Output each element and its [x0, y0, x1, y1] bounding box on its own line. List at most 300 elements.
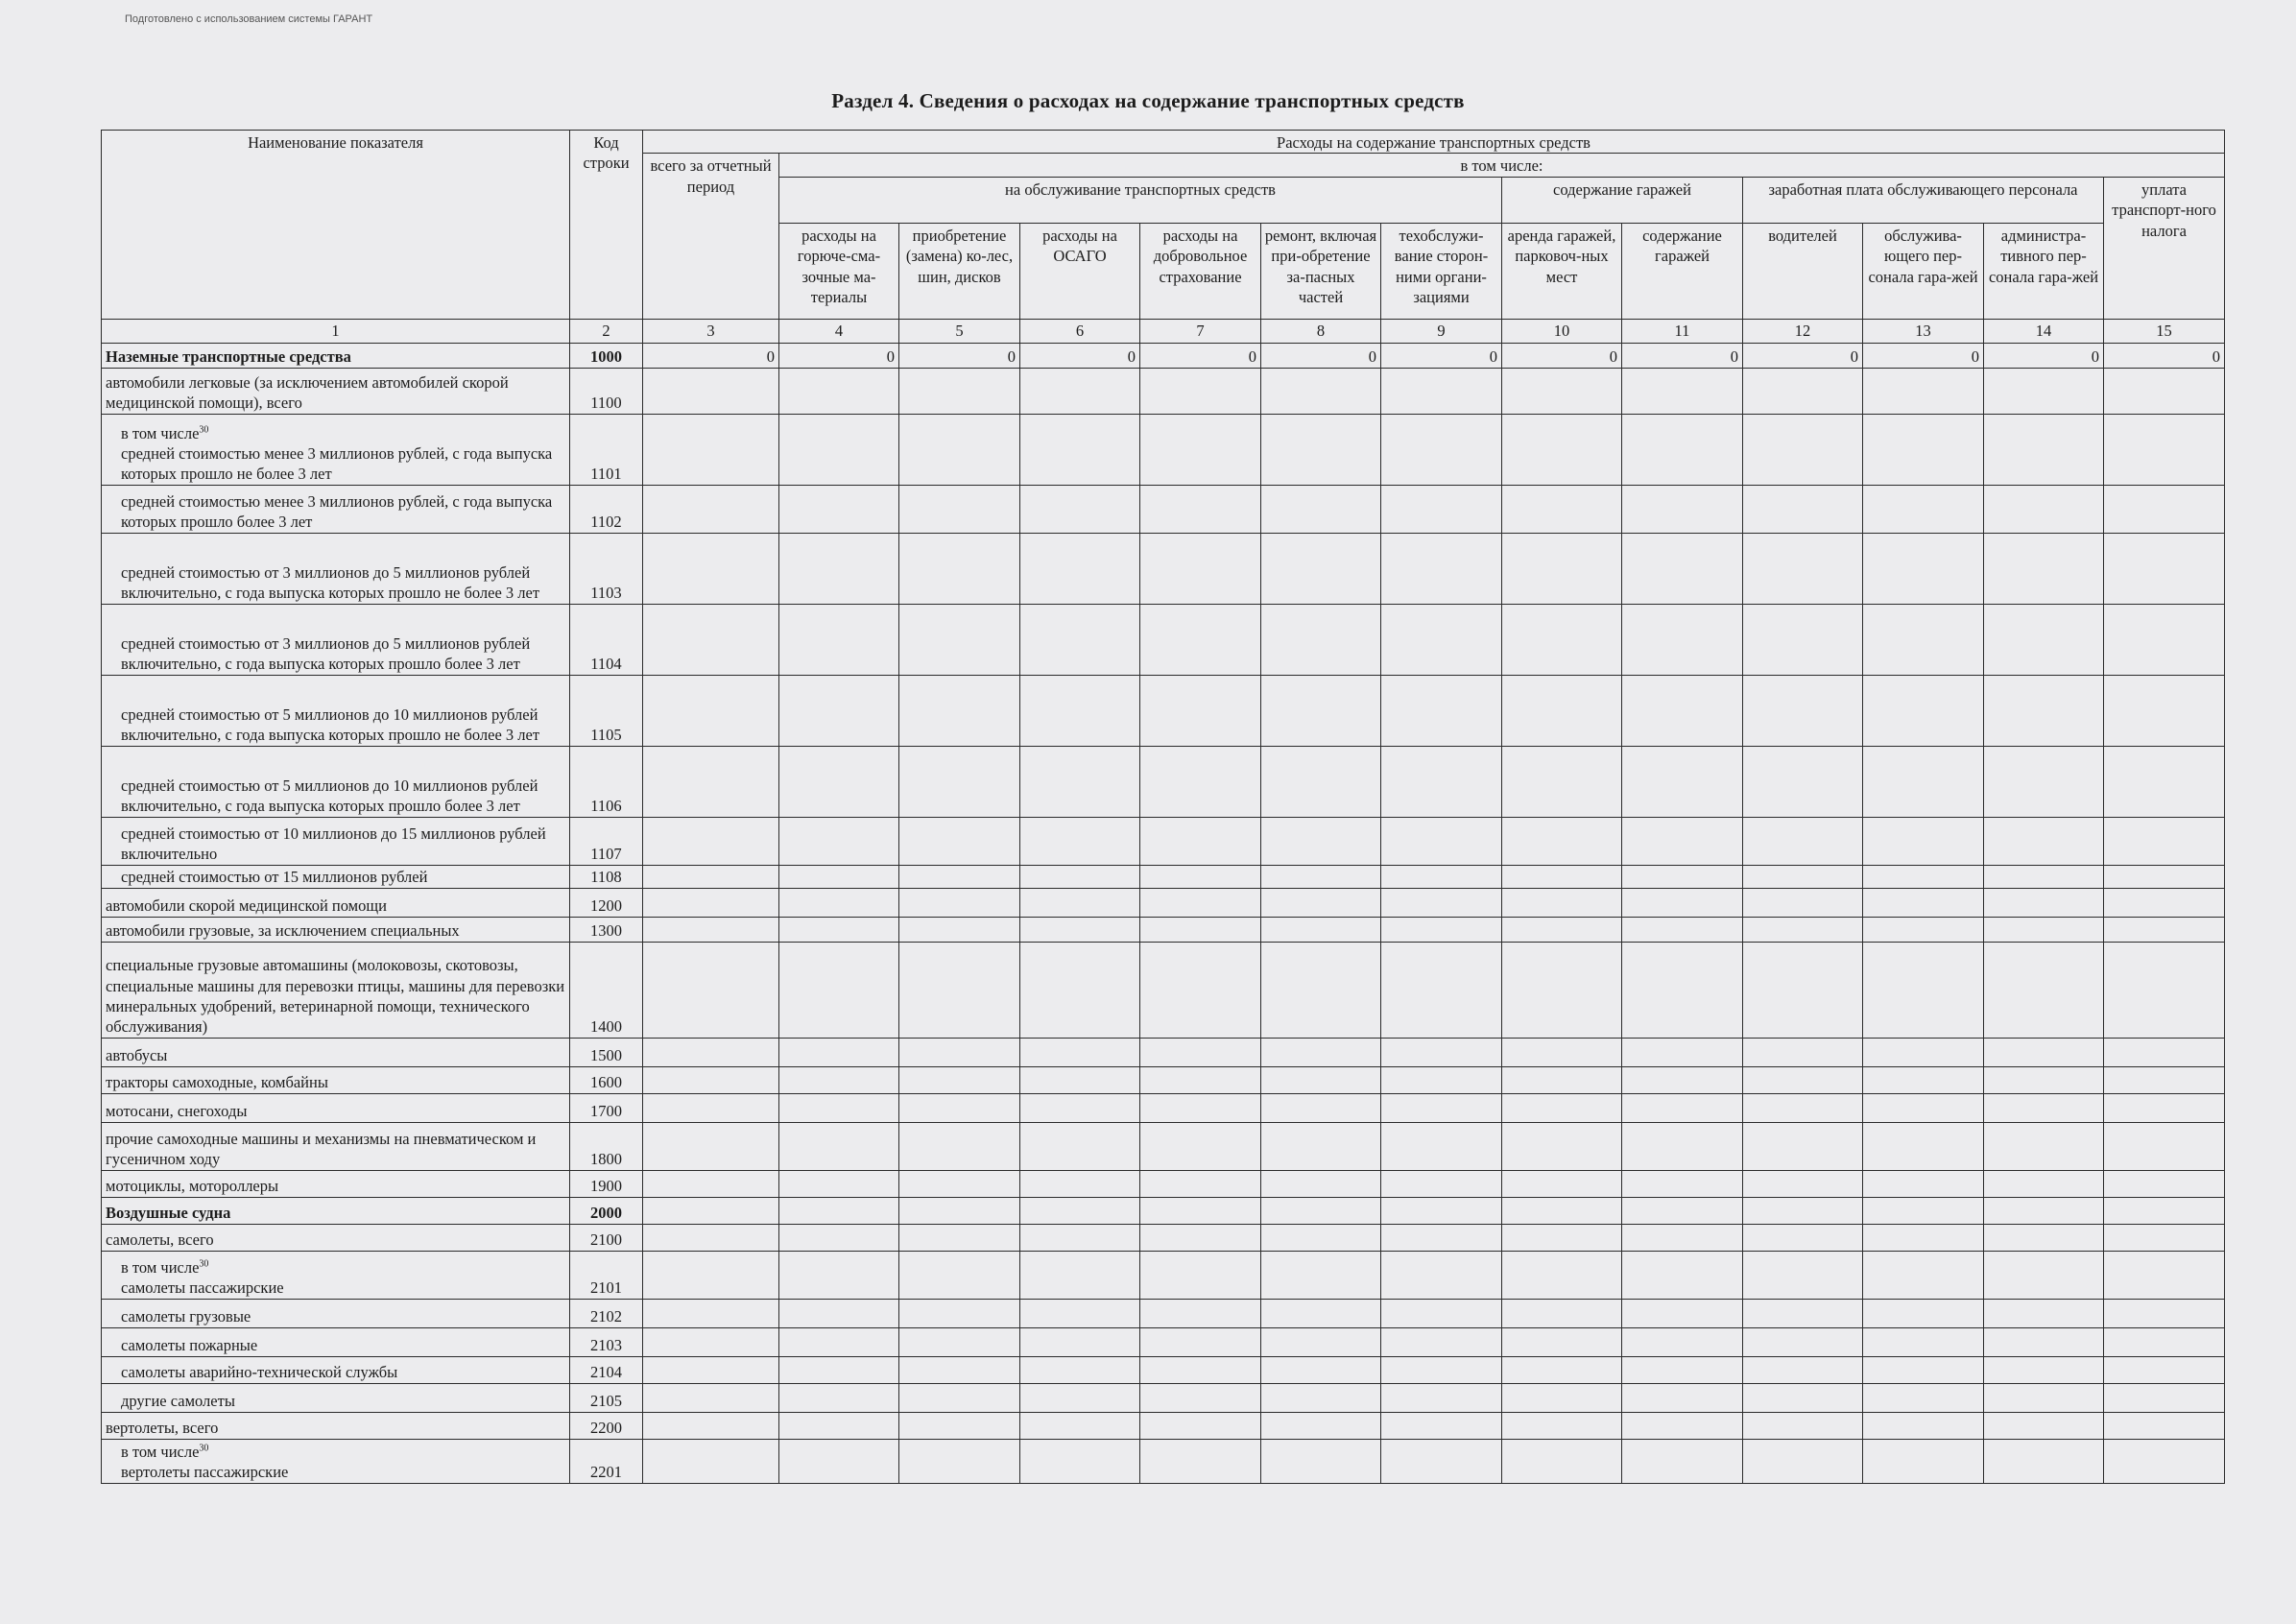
value-cell[interactable] [1381, 917, 1502, 942]
value-cell[interactable] [899, 1122, 1020, 1170]
value-cell[interactable] [1261, 1066, 1381, 1093]
value-cell[interactable] [1622, 414, 1743, 485]
value-cell[interactable] [1261, 1327, 1381, 1356]
value-cell[interactable] [779, 917, 899, 942]
value-cell[interactable] [1984, 368, 2104, 414]
value-cell[interactable] [899, 675, 1020, 746]
value-cell[interactable] [1863, 746, 1984, 817]
value-cell[interactable] [2104, 675, 2225, 746]
value-cell[interactable] [643, 1197, 779, 1224]
value-cell[interactable] [1743, 414, 1863, 485]
value-cell[interactable] [1622, 942, 1743, 1038]
value-cell[interactable] [1502, 1327, 1622, 1356]
value-cell[interactable] [643, 1170, 779, 1197]
value-cell[interactable] [643, 888, 779, 917]
value-cell[interactable] [1863, 485, 1984, 533]
value-cell[interactable] [1622, 604, 1743, 675]
value-cell[interactable] [2104, 368, 2225, 414]
value-cell[interactable] [1381, 1251, 1502, 1299]
value-cell[interactable] [1622, 368, 1743, 414]
value-cell[interactable] [1863, 1093, 1984, 1122]
value-cell[interactable] [1622, 1299, 1743, 1327]
value-cell[interactable] [1140, 865, 1261, 888]
value-cell[interactable] [1381, 1439, 1502, 1483]
value-cell[interactable]: 0 [1261, 343, 1381, 368]
value-cell[interactable] [1984, 1327, 2104, 1356]
value-cell[interactable] [1020, 1356, 1140, 1383]
value-cell[interactable] [2104, 1038, 2225, 1066]
value-cell[interactable] [2104, 942, 2225, 1038]
value-cell[interactable] [1984, 817, 2104, 865]
value-cell[interactable] [1261, 675, 1381, 746]
value-cell[interactable] [1984, 917, 2104, 942]
value-cell[interactable] [779, 1066, 899, 1093]
value-cell[interactable] [1622, 746, 1743, 817]
value-cell[interactable] [1502, 1224, 1622, 1251]
value-cell[interactable] [1743, 1356, 1863, 1383]
value-cell[interactable] [1502, 865, 1622, 888]
value-cell[interactable] [1984, 1224, 2104, 1251]
value-cell[interactable] [1863, 533, 1984, 604]
value-cell[interactable] [643, 1356, 779, 1383]
value-cell[interactable] [779, 533, 899, 604]
value-cell[interactable]: 0 [779, 343, 899, 368]
value-cell[interactable] [1140, 917, 1261, 942]
value-cell[interactable] [1984, 1439, 2104, 1483]
value-cell[interactable] [899, 485, 1020, 533]
value-cell[interactable] [1261, 1356, 1381, 1383]
value-cell[interactable] [1261, 414, 1381, 485]
value-cell[interactable] [899, 1439, 1020, 1483]
value-cell[interactable] [1261, 888, 1381, 917]
value-cell[interactable] [1381, 865, 1502, 888]
value-cell[interactable] [1502, 414, 1622, 485]
value-cell[interactable] [1502, 888, 1622, 917]
value-cell[interactable] [1622, 1383, 1743, 1412]
value-cell[interactable] [643, 1066, 779, 1093]
value-cell[interactable] [1020, 1412, 1140, 1439]
value-cell[interactable] [779, 1383, 899, 1412]
value-cell[interactable] [2104, 533, 2225, 604]
value-cell[interactable] [1502, 1038, 1622, 1066]
value-cell[interactable] [1984, 1356, 2104, 1383]
value-cell[interactable] [643, 1224, 779, 1251]
value-cell[interactable] [1743, 604, 1863, 675]
value-cell[interactable] [643, 604, 779, 675]
value-cell[interactable] [779, 1356, 899, 1383]
value-cell[interactable] [1140, 1383, 1261, 1412]
value-cell[interactable] [1020, 1170, 1140, 1197]
value-cell[interactable] [1863, 1383, 1984, 1412]
value-cell[interactable] [1743, 1122, 1863, 1170]
value-cell[interactable] [1984, 1251, 2104, 1299]
value-cell[interactable] [1743, 917, 1863, 942]
value-cell[interactable] [779, 1251, 899, 1299]
value-cell[interactable] [1743, 1383, 1863, 1412]
value-cell[interactable]: 0 [1863, 343, 1984, 368]
value-cell[interactable] [1622, 485, 1743, 533]
value-cell[interactable] [1743, 1251, 1863, 1299]
value-cell[interactable] [1020, 1299, 1140, 1327]
value-cell[interactable] [1984, 1093, 2104, 1122]
value-cell[interactable] [1381, 888, 1502, 917]
value-cell[interactable]: 0 [1502, 343, 1622, 368]
value-cell[interactable] [779, 1093, 899, 1122]
value-cell[interactable] [779, 1299, 899, 1327]
value-cell[interactable] [1140, 1412, 1261, 1439]
value-cell[interactable] [1863, 942, 1984, 1038]
value-cell[interactable] [1140, 1197, 1261, 1224]
value-cell[interactable] [1984, 1299, 2104, 1327]
value-cell[interactable] [1622, 1093, 1743, 1122]
value-cell[interactable] [1381, 414, 1502, 485]
value-cell[interactable] [1140, 1224, 1261, 1251]
value-cell[interactable] [779, 1122, 899, 1170]
value-cell[interactable] [899, 917, 1020, 942]
value-cell[interactable] [2104, 817, 2225, 865]
value-cell[interactable] [2104, 1299, 2225, 1327]
value-cell[interactable] [1261, 604, 1381, 675]
value-cell[interactable] [1743, 1038, 1863, 1066]
value-cell[interactable] [643, 1251, 779, 1299]
value-cell[interactable] [1743, 485, 1863, 533]
value-cell[interactable] [1984, 1197, 2104, 1224]
value-cell[interactable] [2104, 1412, 2225, 1439]
value-cell[interactable] [1984, 1412, 2104, 1439]
value-cell[interactable] [1863, 1170, 1984, 1197]
value-cell[interactable] [899, 1299, 1020, 1327]
value-cell[interactable] [1743, 942, 1863, 1038]
value-cell[interactable] [1020, 675, 1140, 746]
value-cell[interactable] [1261, 917, 1381, 942]
value-cell[interactable] [1502, 1299, 1622, 1327]
value-cell[interactable] [1020, 917, 1140, 942]
value-cell[interactable] [1261, 1412, 1381, 1439]
value-cell[interactable] [1381, 604, 1502, 675]
value-cell[interactable] [1863, 414, 1984, 485]
value-cell[interactable] [779, 746, 899, 817]
value-cell[interactable] [1863, 1197, 1984, 1224]
value-cell[interactable] [1984, 888, 2104, 917]
value-cell[interactable] [899, 942, 1020, 1038]
value-cell[interactable] [1140, 746, 1261, 817]
value-cell[interactable] [1622, 917, 1743, 942]
value-cell[interactable] [1984, 1170, 2104, 1197]
value-cell[interactable] [1863, 368, 1984, 414]
value-cell[interactable] [2104, 1122, 2225, 1170]
value-cell[interactable] [1381, 1066, 1502, 1093]
value-cell[interactable] [1502, 746, 1622, 817]
value-cell[interactable] [1140, 675, 1261, 746]
value-cell[interactable] [1622, 1066, 1743, 1093]
value-cell[interactable] [643, 865, 779, 888]
value-cell[interactable] [779, 1197, 899, 1224]
value-cell[interactable] [1261, 1122, 1381, 1170]
value-cell[interactable] [1020, 1251, 1140, 1299]
value-cell[interactable] [1863, 817, 1984, 865]
value-cell[interactable] [1984, 942, 2104, 1038]
value-cell[interactable] [643, 1412, 779, 1439]
value-cell[interactable] [1020, 888, 1140, 917]
value-cell[interactable] [1743, 1197, 1863, 1224]
value-cell[interactable] [1381, 1093, 1502, 1122]
value-cell[interactable] [1743, 865, 1863, 888]
value-cell[interactable] [1261, 817, 1381, 865]
value-cell[interactable] [1140, 1251, 1261, 1299]
value-cell[interactable] [1381, 1327, 1502, 1356]
value-cell[interactable] [1863, 1122, 1984, 1170]
value-cell[interactable] [2104, 1093, 2225, 1122]
value-cell[interactable] [1020, 865, 1140, 888]
value-cell[interactable] [779, 1224, 899, 1251]
value-cell[interactable] [2104, 414, 2225, 485]
value-cell[interactable] [899, 1038, 1020, 1066]
value-cell[interactable] [1743, 1224, 1863, 1251]
value-cell[interactable] [1140, 942, 1261, 1038]
value-cell[interactable] [1381, 1299, 1502, 1327]
value-cell[interactable] [1261, 1038, 1381, 1066]
value-cell[interactable] [1020, 1038, 1140, 1066]
value-cell[interactable] [1502, 1197, 1622, 1224]
value-cell[interactable] [1381, 1038, 1502, 1066]
value-cell[interactable] [1140, 1093, 1261, 1122]
value-cell[interactable] [779, 604, 899, 675]
value-cell[interactable] [1984, 414, 2104, 485]
value-cell[interactable] [1622, 1356, 1743, 1383]
value-cell[interactable] [1984, 1383, 2104, 1412]
value-cell[interactable] [1743, 675, 1863, 746]
value-cell[interactable] [1622, 1197, 1743, 1224]
value-cell[interactable] [779, 485, 899, 533]
value-cell[interactable] [1743, 1170, 1863, 1197]
value-cell[interactable] [643, 917, 779, 942]
value-cell[interactable] [643, 1038, 779, 1066]
value-cell[interactable] [1502, 1356, 1622, 1383]
value-cell[interactable] [899, 1412, 1020, 1439]
value-cell[interactable] [899, 1356, 1020, 1383]
value-cell[interactable] [1622, 1038, 1743, 1066]
value-cell[interactable] [1140, 1170, 1261, 1197]
value-cell[interactable] [1020, 604, 1140, 675]
value-cell[interactable] [1622, 1251, 1743, 1299]
value-cell[interactable] [1622, 1439, 1743, 1483]
value-cell[interactable] [1020, 1197, 1140, 1224]
value-cell[interactable] [1502, 368, 1622, 414]
value-cell[interactable] [1622, 1412, 1743, 1439]
value-cell[interactable] [1261, 1197, 1381, 1224]
value-cell[interactable] [1502, 1412, 1622, 1439]
value-cell[interactable] [1140, 1122, 1261, 1170]
value-cell[interactable] [2104, 1327, 2225, 1356]
value-cell[interactable] [1020, 1327, 1140, 1356]
value-cell[interactable] [1140, 533, 1261, 604]
value-cell[interactable] [1743, 533, 1863, 604]
value-cell[interactable] [899, 865, 1020, 888]
value-cell[interactable] [1381, 1412, 1502, 1439]
value-cell[interactable] [1863, 1412, 1984, 1439]
value-cell[interactable] [1863, 1299, 1984, 1327]
value-cell[interactable] [643, 1299, 779, 1327]
value-cell[interactable] [779, 817, 899, 865]
value-cell[interactable] [1743, 1093, 1863, 1122]
value-cell[interactable] [1984, 485, 2104, 533]
value-cell[interactable] [899, 817, 1020, 865]
value-cell[interactable] [1381, 1122, 1502, 1170]
value-cell[interactable] [779, 942, 899, 1038]
value-cell[interactable] [643, 675, 779, 746]
value-cell[interactable] [1020, 1224, 1140, 1251]
value-cell[interactable] [1261, 1093, 1381, 1122]
value-cell[interactable] [779, 675, 899, 746]
value-cell[interactable] [779, 1412, 899, 1439]
value-cell[interactable]: 0 [899, 343, 1020, 368]
value-cell[interactable] [1261, 533, 1381, 604]
value-cell[interactable] [1261, 368, 1381, 414]
value-cell[interactable] [1140, 1356, 1261, 1383]
value-cell[interactable] [1863, 1327, 1984, 1356]
value-cell[interactable] [1261, 1251, 1381, 1299]
value-cell[interactable] [1502, 942, 1622, 1038]
value-cell[interactable] [1381, 533, 1502, 604]
value-cell[interactable] [643, 368, 779, 414]
value-cell[interactable] [1381, 368, 1502, 414]
value-cell[interactable] [1622, 533, 1743, 604]
value-cell[interactable] [1261, 942, 1381, 1038]
value-cell[interactable] [1261, 1299, 1381, 1327]
value-cell[interactable] [1863, 1224, 1984, 1251]
value-cell[interactable] [1743, 1066, 1863, 1093]
value-cell[interactable] [1140, 1066, 1261, 1093]
value-cell[interactable] [1622, 865, 1743, 888]
value-cell[interactable] [779, 888, 899, 917]
value-cell[interactable] [779, 1439, 899, 1483]
value-cell[interactable] [1502, 1439, 1622, 1483]
value-cell[interactable] [1622, 1170, 1743, 1197]
value-cell[interactable] [1020, 414, 1140, 485]
value-cell[interactable] [1622, 1224, 1743, 1251]
value-cell[interactable] [1622, 1327, 1743, 1356]
value-cell[interactable] [2104, 746, 2225, 817]
value-cell[interactable] [1984, 1122, 2104, 1170]
value-cell[interactable] [643, 1327, 779, 1356]
value-cell[interactable] [1863, 888, 1984, 917]
value-cell[interactable] [1863, 865, 1984, 888]
value-cell[interactable]: 0 [1381, 343, 1502, 368]
value-cell[interactable] [1502, 1251, 1622, 1299]
value-cell[interactable] [1743, 1412, 1863, 1439]
value-cell[interactable] [1381, 1224, 1502, 1251]
value-cell[interactable] [1622, 1122, 1743, 1170]
value-cell[interactable] [1020, 368, 1140, 414]
value-cell[interactable]: 0 [1140, 343, 1261, 368]
value-cell[interactable] [1261, 746, 1381, 817]
value-cell[interactable] [1020, 942, 1140, 1038]
value-cell[interactable] [899, 1170, 1020, 1197]
value-cell[interactable] [643, 533, 779, 604]
value-cell[interactable] [1381, 1197, 1502, 1224]
value-cell[interactable] [2104, 1251, 2225, 1299]
value-cell[interactable] [899, 1197, 1020, 1224]
value-cell[interactable] [643, 1122, 779, 1170]
value-cell[interactable] [1502, 1066, 1622, 1093]
value-cell[interactable] [1381, 1383, 1502, 1412]
value-cell[interactable] [1381, 1170, 1502, 1197]
value-cell[interactable] [1984, 1038, 2104, 1066]
value-cell[interactable] [1381, 817, 1502, 865]
value-cell[interactable] [1140, 604, 1261, 675]
value-cell[interactable]: 0 [1984, 343, 2104, 368]
value-cell[interactable] [1502, 1383, 1622, 1412]
value-cell[interactable] [1863, 1038, 1984, 1066]
value-cell[interactable] [643, 1093, 779, 1122]
value-cell[interactable]: 0 [1743, 343, 1863, 368]
value-cell[interactable] [899, 1224, 1020, 1251]
value-cell[interactable] [1020, 746, 1140, 817]
value-cell[interactable] [1743, 1439, 1863, 1483]
value-cell[interactable] [643, 942, 779, 1038]
value-cell[interactable] [1261, 1439, 1381, 1483]
value-cell[interactable] [1984, 604, 2104, 675]
value-cell[interactable] [1020, 485, 1140, 533]
value-cell[interactable] [2104, 1170, 2225, 1197]
value-cell[interactable] [643, 817, 779, 865]
value-cell[interactable] [1020, 1093, 1140, 1122]
value-cell[interactable] [1743, 817, 1863, 865]
value-cell[interactable] [1863, 1439, 1984, 1483]
value-cell[interactable] [1381, 485, 1502, 533]
value-cell[interactable] [779, 1327, 899, 1356]
value-cell[interactable] [2104, 604, 2225, 675]
value-cell[interactable] [1984, 675, 2104, 746]
value-cell[interactable] [2104, 1197, 2225, 1224]
value-cell[interactable] [1502, 604, 1622, 675]
value-cell[interactable] [1381, 675, 1502, 746]
value-cell[interactable] [2104, 1066, 2225, 1093]
value-cell[interactable] [899, 1383, 1020, 1412]
value-cell[interactable] [643, 485, 779, 533]
value-cell[interactable] [899, 368, 1020, 414]
value-cell[interactable] [1502, 817, 1622, 865]
value-cell[interactable] [779, 865, 899, 888]
value-cell[interactable] [1261, 1170, 1381, 1197]
value-cell[interactable] [1984, 1066, 2104, 1093]
value-cell[interactable] [1020, 817, 1140, 865]
value-cell[interactable] [1502, 1122, 1622, 1170]
value-cell[interactable] [1261, 1224, 1381, 1251]
value-cell[interactable] [1622, 675, 1743, 746]
value-cell[interactable] [1743, 1327, 1863, 1356]
value-cell[interactable] [2104, 485, 2225, 533]
value-cell[interactable] [1020, 1122, 1140, 1170]
value-cell[interactable] [1502, 533, 1622, 604]
value-cell[interactable] [1140, 888, 1261, 917]
value-cell[interactable] [1743, 368, 1863, 414]
value-cell[interactable] [1140, 414, 1261, 485]
value-cell[interactable] [1140, 1439, 1261, 1483]
value-cell[interactable] [1984, 746, 2104, 817]
value-cell[interactable] [1743, 888, 1863, 917]
value-cell[interactable]: 0 [2104, 343, 2225, 368]
value-cell[interactable] [899, 604, 1020, 675]
value-cell[interactable] [2104, 1439, 2225, 1483]
value-cell[interactable] [899, 1066, 1020, 1093]
value-cell[interactable] [899, 533, 1020, 604]
value-cell[interactable] [899, 888, 1020, 917]
value-cell[interactable] [2104, 917, 2225, 942]
value-cell[interactable] [1502, 675, 1622, 746]
value-cell[interactable] [1743, 1299, 1863, 1327]
value-cell[interactable] [1261, 1383, 1381, 1412]
